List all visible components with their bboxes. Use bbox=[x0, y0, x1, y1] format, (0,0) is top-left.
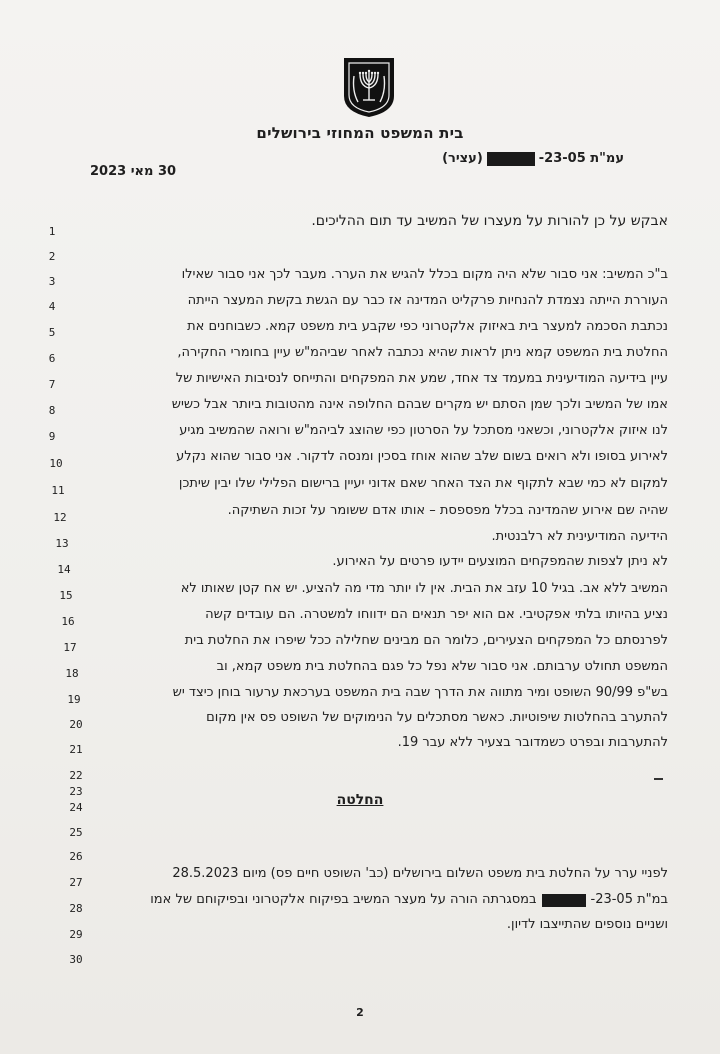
line-number: 23 bbox=[69, 785, 83, 798]
court-name: בית המשפט המחוזי בירושלים bbox=[256, 124, 464, 142]
line-number: 27 bbox=[69, 876, 83, 889]
decision-heading: החלטה bbox=[336, 792, 384, 808]
body-line: לפרנסתם כל המפקחים הצעירים, כלומר הם מבינים שחלילה ככל שיפרו את החלטת בית bbox=[184, 633, 668, 648]
line-number: 16 bbox=[61, 615, 75, 628]
case-number bbox=[442, 151, 624, 166]
line-number: 1 bbox=[48, 225, 56, 238]
dash-mark bbox=[654, 778, 663, 780]
line-number: 29 bbox=[69, 928, 83, 941]
body-line: בש"פ 90/99 השופט ומיר מתווה את הדרך שבה בית המשפט בערכאת ערעור בוחן כיצד יש bbox=[172, 685, 668, 700]
body-line: ב"כ המשיב: אני סבור שלא היה מקום בכלל להגיש את הערר. מעבר לכך אני סבור שאילו bbox=[181, 267, 668, 282]
body-line: אבקש על כן להורות על מעצרו של המשיב עד תום ההליכים. bbox=[311, 213, 668, 229]
page-number: 2 bbox=[356, 1006, 364, 1019]
body-line: למקום לא כמי שבא לתקוף את הצד האחר שאם אדוני יעיין ברישום הפלילי שלו יבין שיתכן bbox=[178, 476, 668, 491]
decision-line: לפניי ערר על החלטת בית משפט השלום בירושלים (כב' השופט חיים פס) מיום 28.5.2023 bbox=[172, 866, 668, 881]
body-line: שהיה שם אירוע שהמדינה בכלל מפספסת – אותו אדם ששומר על זכות השתיקה. bbox=[227, 503, 668, 518]
body-line: נכתבת הסכמה למעצר בית באיזוק אלקטרוני כפי שקבע בית משפט קמא. כשבוחנים את bbox=[187, 319, 668, 334]
body-line: אמו של המשיב ולכך שמן הסתם יש מקרים שבהם החלופה אינה מהטובות ביותר אבל כשיש bbox=[171, 397, 668, 412]
body-line: החלטת בית המשפט קמא ניתן לראות שהיא נכתבה לאחר שביהמ"ש עיין בחומרי החקירה, bbox=[177, 345, 668, 360]
line-number: 17 bbox=[63, 641, 77, 654]
body-line: העוררת הייתה נצמדת להנחיות פרקליט המדינה אז כבר עם הגשת בקשת המעצר הייתה bbox=[187, 293, 668, 308]
line-number: 6 bbox=[48, 352, 56, 365]
line-number: 30 bbox=[69, 953, 83, 966]
body-line: הידיעה המודיעינית לא רלבנטית. bbox=[491, 529, 668, 544]
line-number: 18 bbox=[65, 667, 79, 680]
line-number: 25 bbox=[69, 826, 83, 839]
line-number: 12 bbox=[53, 511, 67, 524]
case-suffix: (עציר) bbox=[442, 151, 483, 166]
case-prefix: עמ"ת 23-05- bbox=[538, 151, 624, 166]
body-line: עיין בידיעה המודיעינית במעמד צד אחד, שמע את המפקחים והתייחס לנסיבות האישיות של bbox=[175, 371, 668, 386]
redacted-case-number bbox=[487, 152, 535, 166]
body-line: המשיב ללא אב. בגיל 10 עזב את הבית. אין לו יותר מדי מה להציע. יש אח קטן שאותו לא bbox=[180, 581, 668, 596]
line-number: 9 bbox=[48, 430, 56, 443]
line-number: 21 bbox=[69, 743, 83, 756]
line-number: 8 bbox=[48, 404, 56, 417]
redacted-case-number bbox=[542, 894, 586, 907]
body-line: המשפט תחולט ערבותם. אני סבור שלא נפל כל פגם בהחלטת בית משפט קמא, וב bbox=[216, 659, 668, 674]
line-number: 3 bbox=[48, 275, 56, 288]
line-number: 11 bbox=[51, 484, 65, 497]
line-number: 24 bbox=[69, 801, 83, 814]
body-line: לנו איזוק אלקטרוני, וכשאני מסתכל על הסרטון כפי שהוצג לביהמ"ש ורואה שהמשיב מגיע bbox=[179, 423, 668, 438]
line-number: 13 bbox=[55, 537, 69, 550]
state-emblem-icon bbox=[340, 56, 398, 118]
line-number: 26 bbox=[69, 850, 83, 863]
line-number: 2 bbox=[48, 250, 56, 263]
line-number: 20 bbox=[69, 718, 83, 731]
line-number: 28 bbox=[69, 902, 83, 915]
line-number: 7 bbox=[48, 378, 56, 391]
line-number: 15 bbox=[59, 589, 73, 602]
decision-line bbox=[150, 891, 668, 909]
document-date: 30 מאי 2023 bbox=[90, 164, 177, 179]
body-line: לא ניתן לצפות שהמפקחים המוצעים יידעו פרטים על האירוע. bbox=[332, 554, 668, 569]
body-line: להתערבות ובפרט כשמדובר בצעיר ללא עבר 19. bbox=[397, 735, 668, 750]
line-number: 10 bbox=[49, 457, 63, 470]
decision-line-text: במסגרתה הורה על מעצר המשיב בפיקוח אלקטרוני ובפיקוחם של אמו bbox=[150, 892, 537, 907]
decision-line: ושניים נוספים שהתייצבו לדיון. bbox=[506, 917, 668, 932]
line-number: 22 bbox=[69, 769, 83, 782]
body-line: לאירוע בסופו ולא רואים בשום שלב שהוא אוחז בסכין ומנסה לדקור. אני סבור שהוא נקלע bbox=[176, 449, 668, 464]
decision-case-prefix: במ"ת 23-05- bbox=[590, 892, 668, 907]
line-number: 19 bbox=[67, 693, 81, 706]
body-line: נציע בהיותו בלתי אפקטיבי. אם הוא יפר תנאים הם ידווחו למשטרה. הם עובדים קשה bbox=[205, 607, 668, 622]
body-line: להתערב בהחלטות שיפוטיות. כאשר מסתכלים על הנימוקים של השופט פס אין מקום bbox=[206, 710, 668, 725]
line-number: 14 bbox=[57, 563, 71, 576]
line-number: 4 bbox=[48, 300, 56, 313]
line-number: 5 bbox=[48, 326, 56, 339]
